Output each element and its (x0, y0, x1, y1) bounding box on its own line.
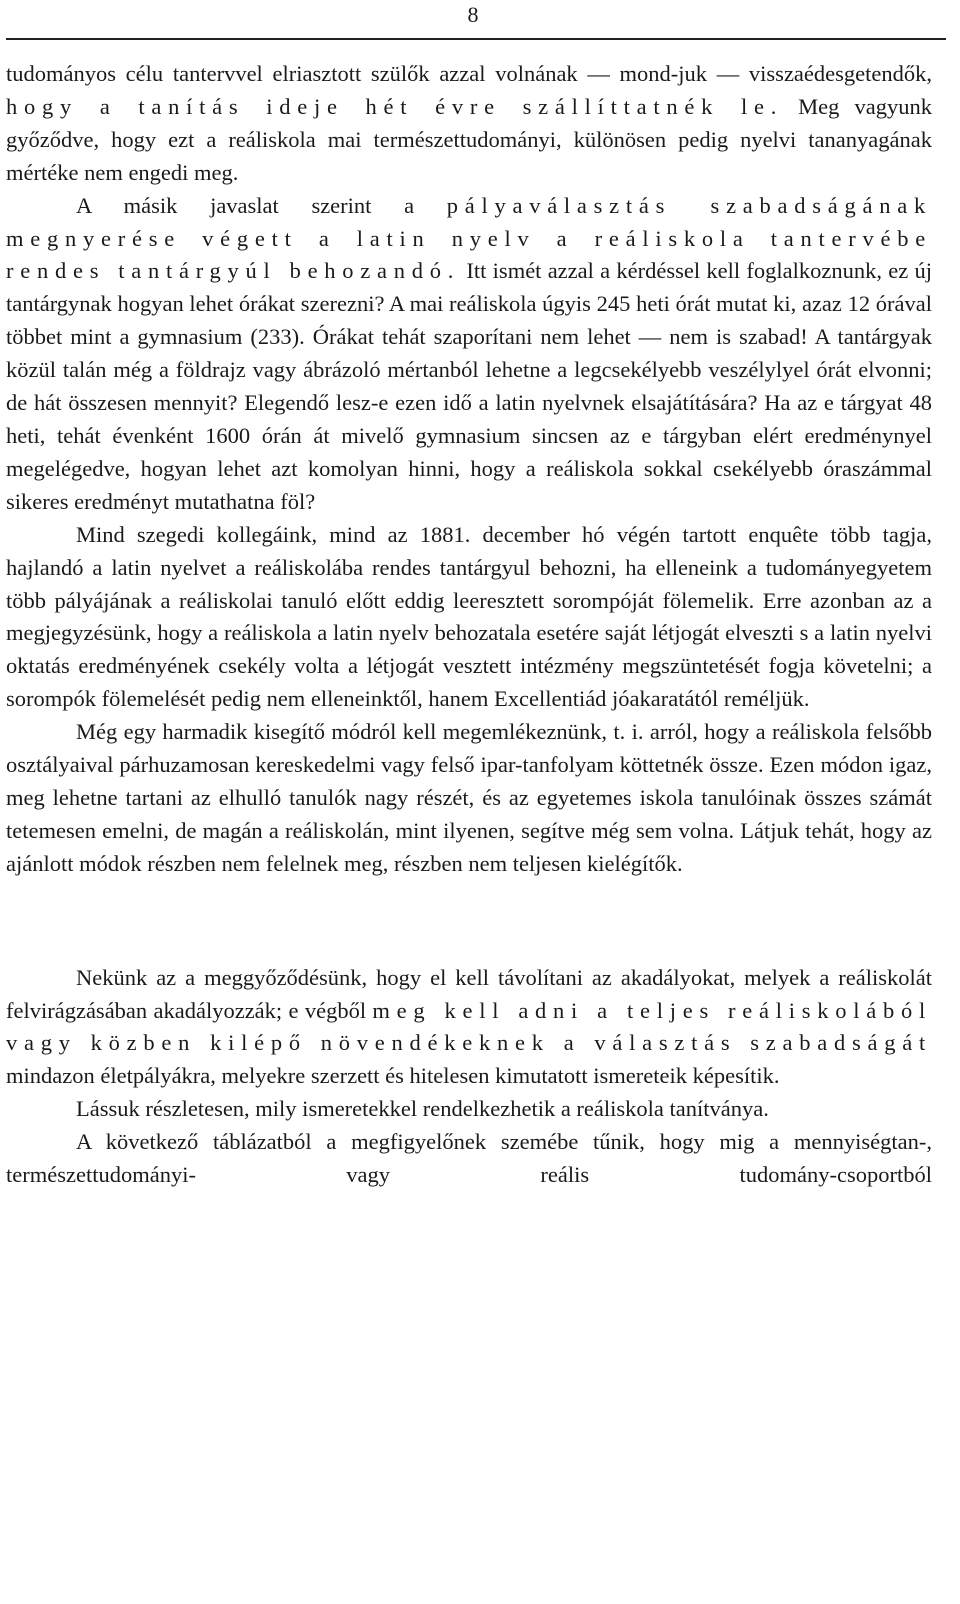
paragraph-text: Nekünk az a meggyőződésünk, hogy el kell távolítani az akadályokat, melyek a reáliskolát felvirágzásában akadályozzák; e végből (6, 964, 932, 1023)
section-gap (6, 881, 932, 962)
paragraph-text: tudományos célu tantervvel elriasztott szülők azzal volnának — mond-juk — visszaédesgetendők, (6, 61, 932, 86)
emphasized-text: hogy a tanítás ideje hét évre szállíttatnék le. (6, 93, 784, 119)
paragraph-text: A másik javaslat szerint a (76, 192, 447, 218)
paragraph-text: Még egy harmadik kisegítő módról kell megemlékeznünk, t. i. arról, hogy a reáliskola felsőbb osztályaival párhuzamosan kereskedelmi vagy felső ipar-tanfolyam köttetnék össze. Ezen módon igaz, meg lehetne tartani az elhulló tanulók nagy részét, és az egyetemes iskola tanulóinak összes számát tetemesen emelni, de magán a reáliskolán, mint ilyenen, segítve még sem volna. Látjuk tehát, hogy az ajánlott módok részben nem felelnek meg, részben nem teljesen kielégítők. (6, 719, 932, 876)
paragraph-text: Meg vagyunk győződve, hogy ezt a reáliskola mai természettudományi, különösen pedig nyelvi tananyagának mértéke nem engedi meg. (6, 93, 932, 185)
paragraph (6, 962, 932, 1094)
paragraph-text: Itt ismét azzal a kérdéssel kell foglalkoznunk, ez új tantárgynak hogyan lehet órákat szerezni? A mai reáliskola úgyis 245 heti órát mutat ki, azaz 12 órával többet mint a gymnasium (233). Órákat tehát szaporítani nem lehet — nem is szabad! A tantárgyak közül talán még a földrajz vagy ábrázoló mértanból lehetne a legcsekélyebb veszélylyel órát elvonni; de hát összesen mennyit? Elegendő lesz-e ezen idő a latin nyelvnek elsajátítására? Ha az e tárgyat 48 heti, tehát évenként 1600 órán át mivelő gymnasium sincsen az e tárgyban elért eredménynyel megelégedve, hogyan lehet azt komolyan hinni, hogy a reáliskola sokkal csekélyebb óraszámmal sikeres eredményt mutathatna föl? (6, 258, 932, 514)
paragraph-text: Lássuk részletesen, mily ismeretekkel rendelkezhetik a reáliskola tanítványa. (76, 1096, 769, 1122)
paragraph (6, 190, 932, 519)
paragraph (6, 519, 932, 716)
paragraph (6, 716, 932, 881)
paragraph-text: A következő táblázatból a megfigyelőnek szemébe tűnik, hogy mig a mennyiségtan-, természettudományi- vagy reális tudomány-csoportból (6, 1129, 932, 1188)
paragraph (6, 58, 932, 190)
paragraph-text: Mind szegedi kollegáink, mind az 1881. december hó végén tartott enquête több tagja, hajlandó a latin nyelvet a reáliskolába rendes tantárgyul behozni, ha elleneink a tudományegyetem több pályájának a reáliskolai tanuló előtt eddig leeresztett sorompóját fölemelik. Erre azonban az a megjegyzésünk, hogy a reáliskola a latin nyelv behozatala esetére saját létjogát elveszti s a latin nyelvi oktatás eredményének csekély volta a létjogát vesztett intézmény megszüntetését fogja követelni; a sorompók fölemelését pedig nem elleneinktől, hanem Excellentiád jóakaratától reméljük. (6, 521, 932, 712)
paragraph-text: mindazon életpályákra, melyekre szerzett és hitelesen kimutatott ismereteik képesítik. (6, 1063, 780, 1089)
page-number: 8 (467, 2, 479, 27)
emphasized-text: meg kell adni a teljes reáliskolából vagy közben kilépő növendékeknek a választás szabadságát (6, 997, 933, 1056)
body-text (6, 58, 932, 1192)
paragraph (6, 1093, 932, 1126)
paragraph (6, 1126, 932, 1192)
header-rule (6, 38, 946, 40)
emphasized-text: pályaválasztás szabadságának megnyerése végett a latin nyelv a reáliskola tantervébe rendes tantárgyúl behozandó. (6, 192, 932, 284)
